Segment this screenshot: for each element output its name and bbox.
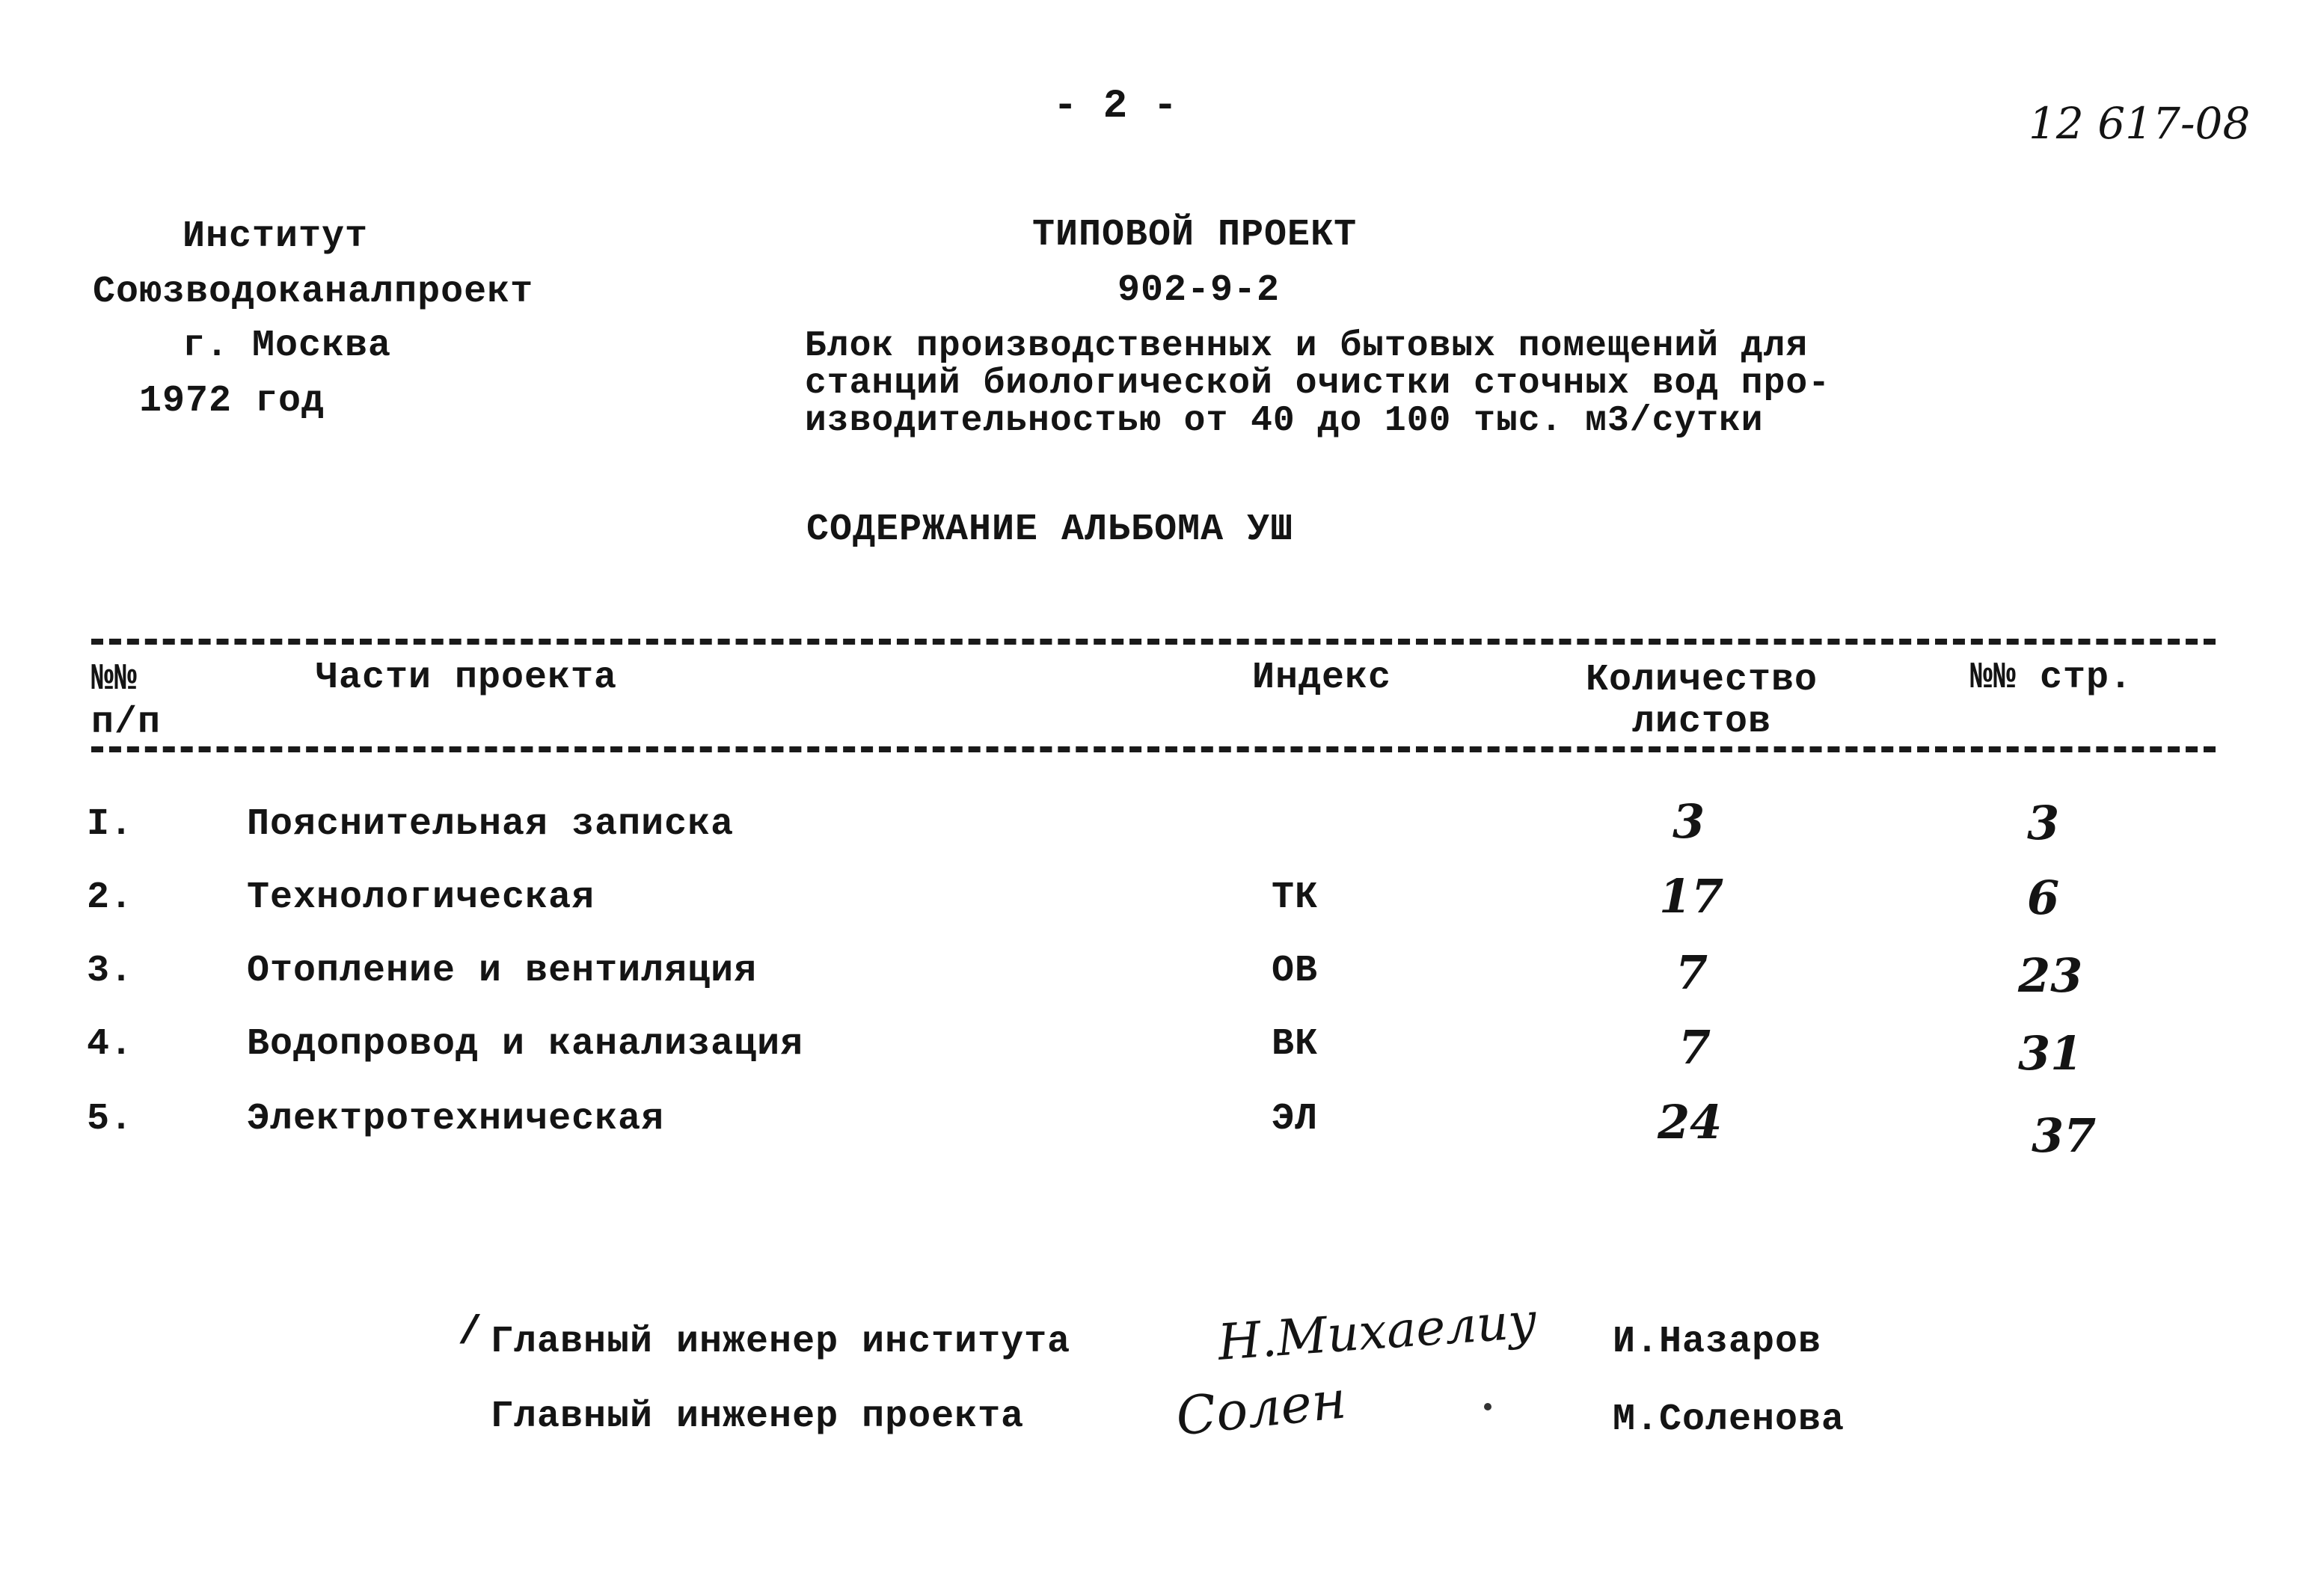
contents-title: СОДЕРЖАНИЕ АЛЬБОМА УШ (806, 509, 1294, 551)
table-header-rule (91, 746, 2216, 752)
col-header-part: Части проекта (316, 657, 618, 699)
slash-mark-icon: / (458, 1310, 483, 1356)
ink-dot-icon (1484, 1403, 1491, 1410)
row-index: ЭЛ (1272, 1098, 1319, 1140)
col-header-page: №№ стр. (1970, 657, 2133, 699)
institute-city: г. Москва (183, 325, 392, 367)
row-page: 3 (2027, 796, 2060, 850)
row-page: 31 (2018, 1026, 2083, 1081)
col-header-number-line: п/п (91, 701, 162, 744)
col-header-index: Индекс (1252, 657, 1392, 699)
project-number: 902-9-2 (1117, 269, 1281, 312)
row-number: 3. (87, 950, 134, 992)
row-sheets: 7 (1678, 1020, 1711, 1075)
col-header-sheets-line: листов (1632, 701, 1772, 743)
row-part: Водопровод и канализация (247, 1023, 804, 1066)
document-code: 12 617-08 (2029, 98, 2251, 149)
row-sheets: 17 (1659, 869, 1724, 924)
row-sheets: 24 (1658, 1095, 1723, 1149)
col-header-sheets (1586, 660, 1818, 743)
institute-name: Союзводоканалпроект (93, 271, 534, 313)
row-part: Технологическая (247, 876, 595, 919)
row-number: I. (87, 803, 134, 846)
row-index: ВК (1272, 1023, 1319, 1066)
project-subject-line: Блок производственных и бытовых помещений для (805, 326, 1809, 366)
row-page: 6 (2027, 871, 2060, 925)
row-index: ТК (1272, 876, 1319, 919)
project-subject-line: изводительностью от 40 до 100 тыс. м3/сутки (805, 401, 1764, 441)
signature-role: Главный инженер проекта (491, 1396, 1025, 1438)
table-top-rule (91, 639, 2216, 645)
row-number: 4. (87, 1023, 134, 1066)
row-sheets: 7 (1675, 945, 1708, 1000)
signature-handwritten: Н.Михаелиу (1215, 1292, 1539, 1372)
project-subject (805, 328, 1830, 440)
row-number: 5. (87, 1098, 134, 1140)
row-page: 23 (2018, 948, 2083, 1003)
project-title: ТИПОВОЙ ПРОЕКТ (1032, 214, 1358, 257)
institute-year: 1972 год (139, 380, 325, 423)
row-part: Отопление и вентиляция (247, 950, 758, 992)
signature-name: И.Назаров (1613, 1321, 1822, 1363)
row-part: Электротехническая (247, 1098, 665, 1140)
col-header-number (91, 658, 161, 745)
row-part: Пояснительная записка (247, 803, 735, 846)
row-sheets: 3 (1673, 794, 1705, 849)
col-header-sheets-line: Количество (1586, 659, 1818, 701)
institute-label: Институт (183, 215, 369, 258)
page-number: - 2 - (1053, 84, 1179, 129)
row-index: ОВ (1272, 950, 1319, 992)
signature-name: М.Соленова (1613, 1398, 1845, 1441)
row-page: 37 (2032, 1108, 2097, 1163)
signature-handwritten: Солен (1173, 1369, 1349, 1448)
signature-role: Главный инженер института (491, 1321, 1071, 1363)
project-subject-line: станций биологической очистки сточных вод про- (805, 363, 1831, 404)
col-header-number-line: №№ (91, 658, 138, 701)
row-number: 2. (87, 876, 134, 919)
